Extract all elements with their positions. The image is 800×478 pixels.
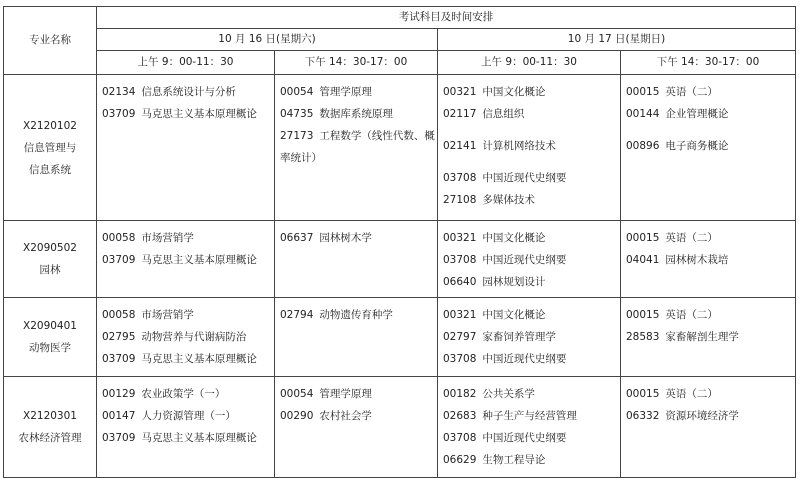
course-name: 企业管理概论 (665, 108, 729, 120)
course-name: 种子生产与经营管理 (482, 410, 577, 422)
major-cell (4, 75, 97, 221)
course-item (626, 249, 795, 271)
course-name: 家畜饲养管理学 (482, 331, 556, 343)
course-code: 02795 (102, 331, 136, 343)
day1-morning-cell (97, 377, 275, 478)
course-item (443, 427, 620, 449)
major-code: X2090502 (23, 242, 77, 254)
course-code: 00290 (280, 410, 314, 422)
course-code: 00015 (626, 232, 660, 244)
course-code: 00129 (102, 388, 136, 400)
major-name-line: 动物医学 (29, 342, 71, 354)
course-name: 多媒体技术 (482, 194, 535, 206)
major-name-line: 信息系统 (29, 163, 71, 176)
header-row-2 (4, 29, 796, 51)
course-code: 04735 (280, 108, 314, 120)
course-item (443, 167, 620, 189)
course-code: 03708 (443, 172, 477, 184)
course-code: 00015 (626, 388, 660, 400)
course-name: 农村社会学 (319, 410, 372, 422)
course-item (626, 405, 795, 427)
course-code: 02141 (443, 140, 477, 152)
course-item (443, 227, 620, 249)
day2-afternoon-cell (621, 377, 796, 478)
header-row-1 (4, 7, 796, 29)
day1-header: 10 月 16 日(星期六) (97, 29, 438, 51)
course-code: 06637 (280, 232, 314, 244)
course-item (280, 383, 437, 405)
course-item (443, 449, 620, 471)
course-name: 园林规划设计 (482, 276, 546, 288)
course-name: 农业政策学（一） (141, 388, 226, 400)
course-name: 中国近现代史纲要 (482, 254, 567, 266)
course-item (626, 81, 795, 103)
course-item (443, 304, 620, 326)
exam-schedule-table (3, 6, 796, 478)
table-row (4, 298, 796, 377)
course-item (102, 427, 274, 449)
arrangement-header: 考试科目及时间安排 (97, 7, 796, 29)
course-code: 03709 (102, 254, 136, 266)
day2-morning-cell (438, 221, 621, 298)
course-name: 动物遗传育种学 (319, 309, 393, 321)
course-name: 中国文化概论 (482, 309, 546, 321)
course-name: 人力资源管理（一） (141, 410, 236, 422)
course-item (280, 405, 437, 427)
course-item (280, 81, 437, 103)
course-code: 06332 (626, 410, 660, 422)
course-code: 03708 (443, 432, 477, 444)
course-name: 管理学原理 (319, 86, 372, 98)
course-name: 马克思主义基本原理概论 (141, 108, 257, 120)
day1-morning-header: 上午 9：00-11：30 (97, 51, 275, 75)
major-name-line: 农林经济管理 (18, 432, 82, 444)
course-code: 00058 (102, 232, 136, 244)
course-code: 28583 (626, 331, 660, 343)
course-code: 02794 (280, 309, 314, 321)
course-item (443, 249, 620, 271)
course-item (280, 227, 437, 249)
course-item (102, 249, 274, 271)
major-name-line: 园林 (39, 264, 61, 276)
course-item (443, 135, 620, 157)
course-item (280, 125, 437, 169)
course-name: 数据库系统原理 (319, 108, 393, 120)
course-code: 02683 (443, 410, 477, 422)
course-code: 03709 (102, 353, 136, 365)
day1-morning-cell (97, 298, 275, 377)
table-row (4, 221, 796, 298)
course-item (102, 405, 274, 427)
day2-afternoon-header: 下午 14：30-17：00 (621, 51, 796, 75)
course-item (626, 383, 795, 405)
course-code: 03709 (102, 432, 136, 444)
day2-morning-cell (438, 75, 621, 221)
course-name: 园林树木栽培 (665, 254, 729, 266)
course-name: 信息系统设计与分析 (141, 86, 236, 98)
course-code: 03708 (443, 254, 477, 266)
course-code: 00321 (443, 86, 477, 98)
course-name: 马克思主义基本原理概论 (141, 254, 257, 266)
course-item (102, 383, 274, 405)
course-name: 中国近现代史纲要 (482, 353, 567, 365)
course-code: 00144 (626, 108, 660, 120)
course-name: 电子商务概论 (665, 140, 729, 152)
day2-afternoon-cell (621, 221, 796, 298)
course-code: 06640 (443, 276, 477, 288)
course-item (443, 271, 620, 293)
course-name: 马克思主义基本原理概论 (141, 432, 257, 444)
course-item (626, 304, 795, 326)
course-name: 中国近现代史纲要 (482, 432, 567, 444)
course-name: 中国文化概论 (482, 86, 546, 98)
header-row-3 (4, 51, 796, 75)
day1-afternoon-cell (275, 377, 438, 478)
course-item (102, 227, 274, 249)
course-item (626, 326, 795, 348)
course-code: 02134 (102, 86, 136, 98)
course-name: 动物营养与代谢病防治 (141, 331, 247, 343)
course-name: 英语（二） (665, 388, 718, 400)
course-item (102, 348, 274, 370)
day2-afternoon-cell (621, 298, 796, 377)
course-item (280, 103, 437, 125)
course-code: 00321 (443, 232, 477, 244)
course-name: 生物工程导论 (482, 454, 546, 466)
course-item (280, 304, 437, 326)
course-code: 03709 (102, 108, 136, 120)
course-item (102, 81, 274, 103)
course-name: 家畜解剖生理学 (665, 331, 739, 343)
course-name: 英语（二） (665, 309, 718, 321)
major-cell (4, 298, 97, 377)
day2-header: 10 月 17 日(星期日) (438, 29, 796, 51)
course-code: 00054 (280, 86, 314, 98)
course-code: 27108 (443, 194, 477, 206)
course-item (102, 326, 274, 348)
course-item (443, 189, 620, 211)
course-name: 园林树木学 (319, 232, 372, 244)
course-name: 信息组织 (482, 108, 525, 120)
major-name-line: 信息管理与 (23, 141, 77, 154)
course-name: 英语（二） (665, 232, 718, 244)
major-cell (4, 221, 97, 298)
course-item (626, 103, 795, 125)
course-code: 02797 (443, 331, 477, 343)
course-name: 英语（二） (665, 86, 718, 98)
course-code: 00321 (443, 309, 477, 321)
course-name: 市场营销学 (141, 309, 194, 321)
course-item (443, 348, 620, 370)
day1-afternoon-cell (275, 75, 438, 221)
day1-morning-cell (97, 75, 275, 221)
course-name: 工程数学（线性代数、概率统计） (280, 130, 435, 164)
course-code: 00896 (626, 140, 660, 152)
day1-afternoon-cell (275, 221, 438, 298)
course-code: 00147 (102, 410, 136, 422)
table-row (4, 75, 796, 221)
major-code: X2120301 (23, 410, 77, 422)
day2-afternoon-cell (621, 75, 796, 221)
course-name: 市场营销学 (141, 232, 194, 244)
course-name: 计算机网络技术 (482, 140, 556, 152)
course-name: 马克思主义基本原理概论 (141, 353, 257, 365)
course-name: 中国文化概论 (482, 232, 546, 244)
course-name: 中国近现代史纲要 (482, 172, 567, 184)
course-code: 00015 (626, 309, 660, 321)
course-name: 公共关系学 (482, 388, 535, 400)
course-item (443, 383, 620, 405)
day1-afternoon-header: 下午 14：30-17：00 (275, 51, 438, 75)
course-code: 03708 (443, 353, 477, 365)
course-name: 资源环境经济学 (665, 410, 739, 422)
course-code: 06629 (443, 454, 477, 466)
course-code: 02117 (443, 108, 477, 120)
course-code: 04041 (626, 254, 660, 266)
course-name: 管理学原理 (319, 388, 372, 400)
major-cell (4, 377, 97, 478)
day1-morning-cell (97, 221, 275, 298)
day2-morning-header: 上午 9：00-11：30 (438, 51, 621, 75)
table-row (4, 377, 796, 478)
course-item (443, 81, 620, 103)
day1-afternoon-cell (275, 298, 438, 377)
course-item (626, 227, 795, 249)
course-item (443, 103, 620, 125)
major-header: 专业名称 (4, 7, 97, 75)
course-code: 00182 (443, 388, 477, 400)
course-code: 27173 (280, 130, 314, 142)
course-item (102, 103, 274, 125)
major-code: X2120102 (23, 119, 77, 132)
course-code: 00015 (626, 86, 660, 98)
major-code: X2090401 (23, 320, 77, 332)
course-code: 00058 (102, 309, 136, 321)
course-item (102, 304, 274, 326)
day2-morning-cell (438, 298, 621, 377)
course-item (626, 135, 795, 157)
course-item (443, 326, 620, 348)
course-code: 00054 (280, 388, 314, 400)
course-item (443, 405, 620, 427)
day2-morning-cell (438, 377, 621, 478)
